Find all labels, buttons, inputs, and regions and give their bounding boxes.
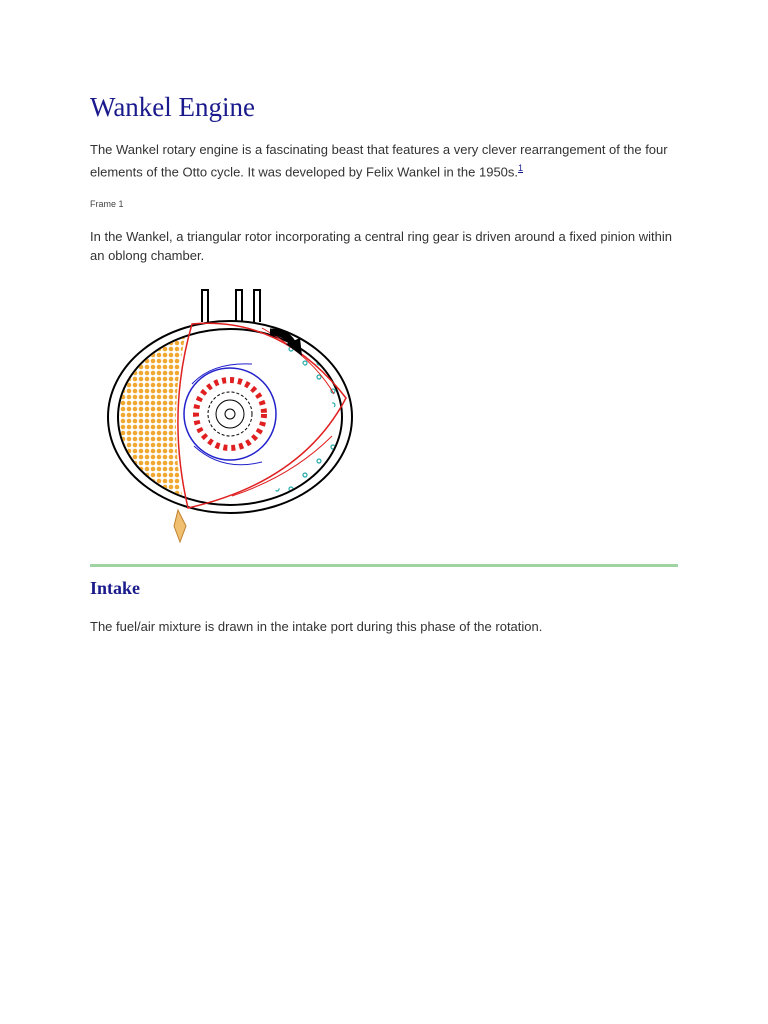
port-tubes bbox=[202, 290, 260, 322]
wankel-diagram-svg bbox=[102, 286, 358, 548]
page-title: Wankel Engine bbox=[90, 92, 256, 122]
spark-plug-icon bbox=[174, 510, 186, 542]
intake-paragraph: The fuel/air mixture is drawn in the intake port during this phase of the rotation. bbox=[90, 619, 543, 634]
frame-label: Frame 1 bbox=[90, 199, 124, 209]
footnote bbox=[518, 162, 523, 174]
intro-text: The Wankel rotary engine is a fascinating beast that features a very clever rearrangement of the four elements of the Otto cycle. It was developed by Felix Wankel in the 1950s. bbox=[90, 142, 668, 180]
wankel-engine-diagram bbox=[102, 286, 358, 548]
section-divider bbox=[90, 564, 678, 567]
footnote-link[interactable]: 1 bbox=[518, 163, 524, 173]
description-paragraph: In the Wankel, a triangular rotor incorporating a central ring gear is driven around a fixed pinion within an oblong chamber. bbox=[90, 229, 672, 263]
intro-paragraph bbox=[90, 140, 680, 181]
section-title-intake: Intake bbox=[90, 578, 141, 598]
pinion-center bbox=[225, 409, 235, 419]
